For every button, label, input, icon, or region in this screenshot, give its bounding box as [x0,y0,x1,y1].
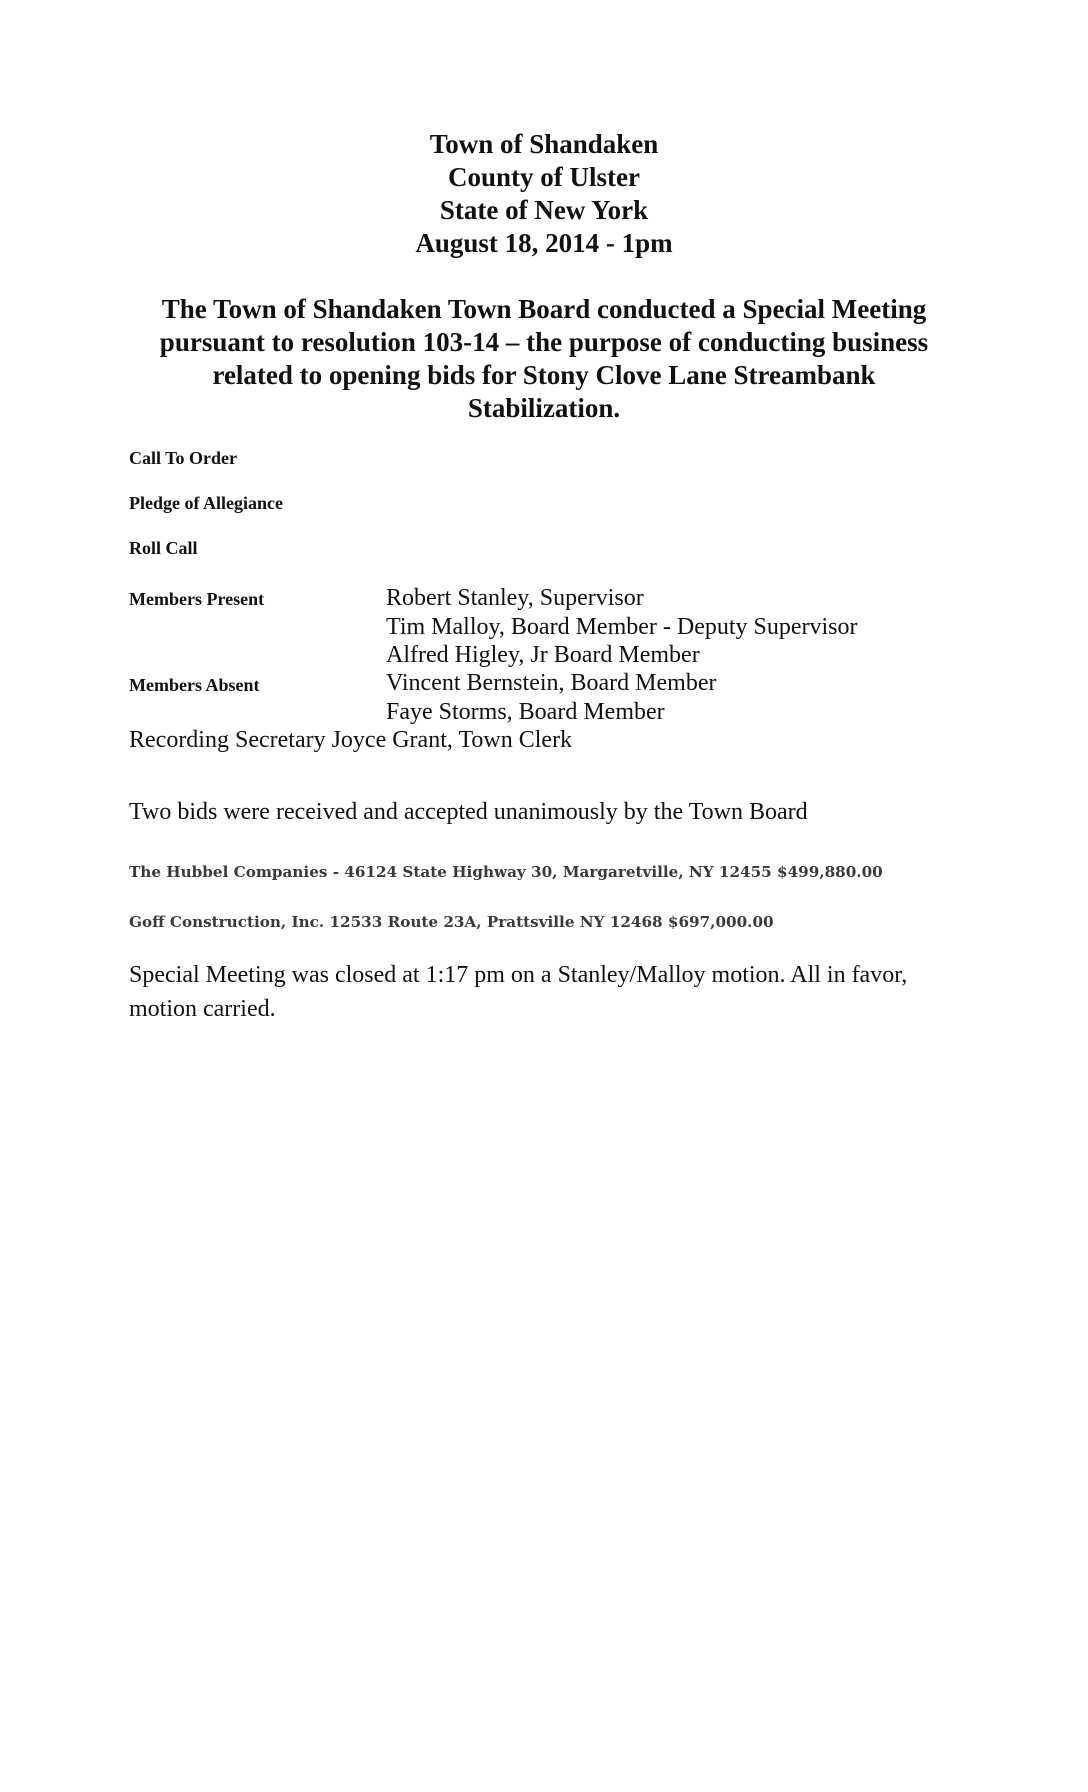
agenda-call-to-order: Call To Order [129,448,238,468]
bid-entry: Goff Construction, Inc. 12533 Route 23A, Prattsville NY 12468 $697,000.00 [129,913,774,931]
preamble-line: pursuant to resolution 103-14 – the purpose of conducting business [159,327,929,357]
preamble-line: related to opening bids for Stony Clove Lane Streambank [212,360,876,390]
members-absent-label: Members Absent [129,675,260,695]
header-date: August 18, 2014 - 1pm [415,228,673,258]
members-present-label: Members Present [129,589,265,609]
member-entry: Vincent Bernstein, Board Member [386,670,717,696]
closing-statement [129,958,969,1026]
closing-line: Special Meeting was closed at 1:17 pm on a Stanley/Malloy motion. All in favor, [129,962,908,988]
bid-entry: The Hubbel Companies - 46124 State Highway 30, Margaretville, NY 12455 $499,880.00 [129,863,883,881]
agenda-roll-call: Roll Call [129,538,198,558]
preamble-line: The Town of Shandaken Town Board conducted a Special Meeting [161,294,927,324]
closing-line: motion carried. [129,996,276,1022]
agenda-pledge: Pledge of Allegiance [129,493,283,513]
header-town: Town of Shandaken [429,129,659,159]
header-state: State of New York [439,195,649,225]
meeting-preamble [128,293,960,425]
member-entry: Faye Storms, Board Member [386,699,665,725]
bids-intro: Two bids were received and accepted unanimously by the Town Board [129,799,808,825]
member-entry: Alfred Higley, Jr Board Member [386,642,700,668]
member-entry: Robert Stanley, Supervisor [386,585,644,611]
header-county: County of Ulster [448,162,640,192]
preamble-line: Stabilization. [467,393,621,423]
recording-secretary: Recording Secretary Joyce Grant, Town Clerk [129,727,573,753]
member-entry: Tim Malloy, Board Member - Deputy Supervisor [386,614,858,640]
document-header [0,128,1088,260]
